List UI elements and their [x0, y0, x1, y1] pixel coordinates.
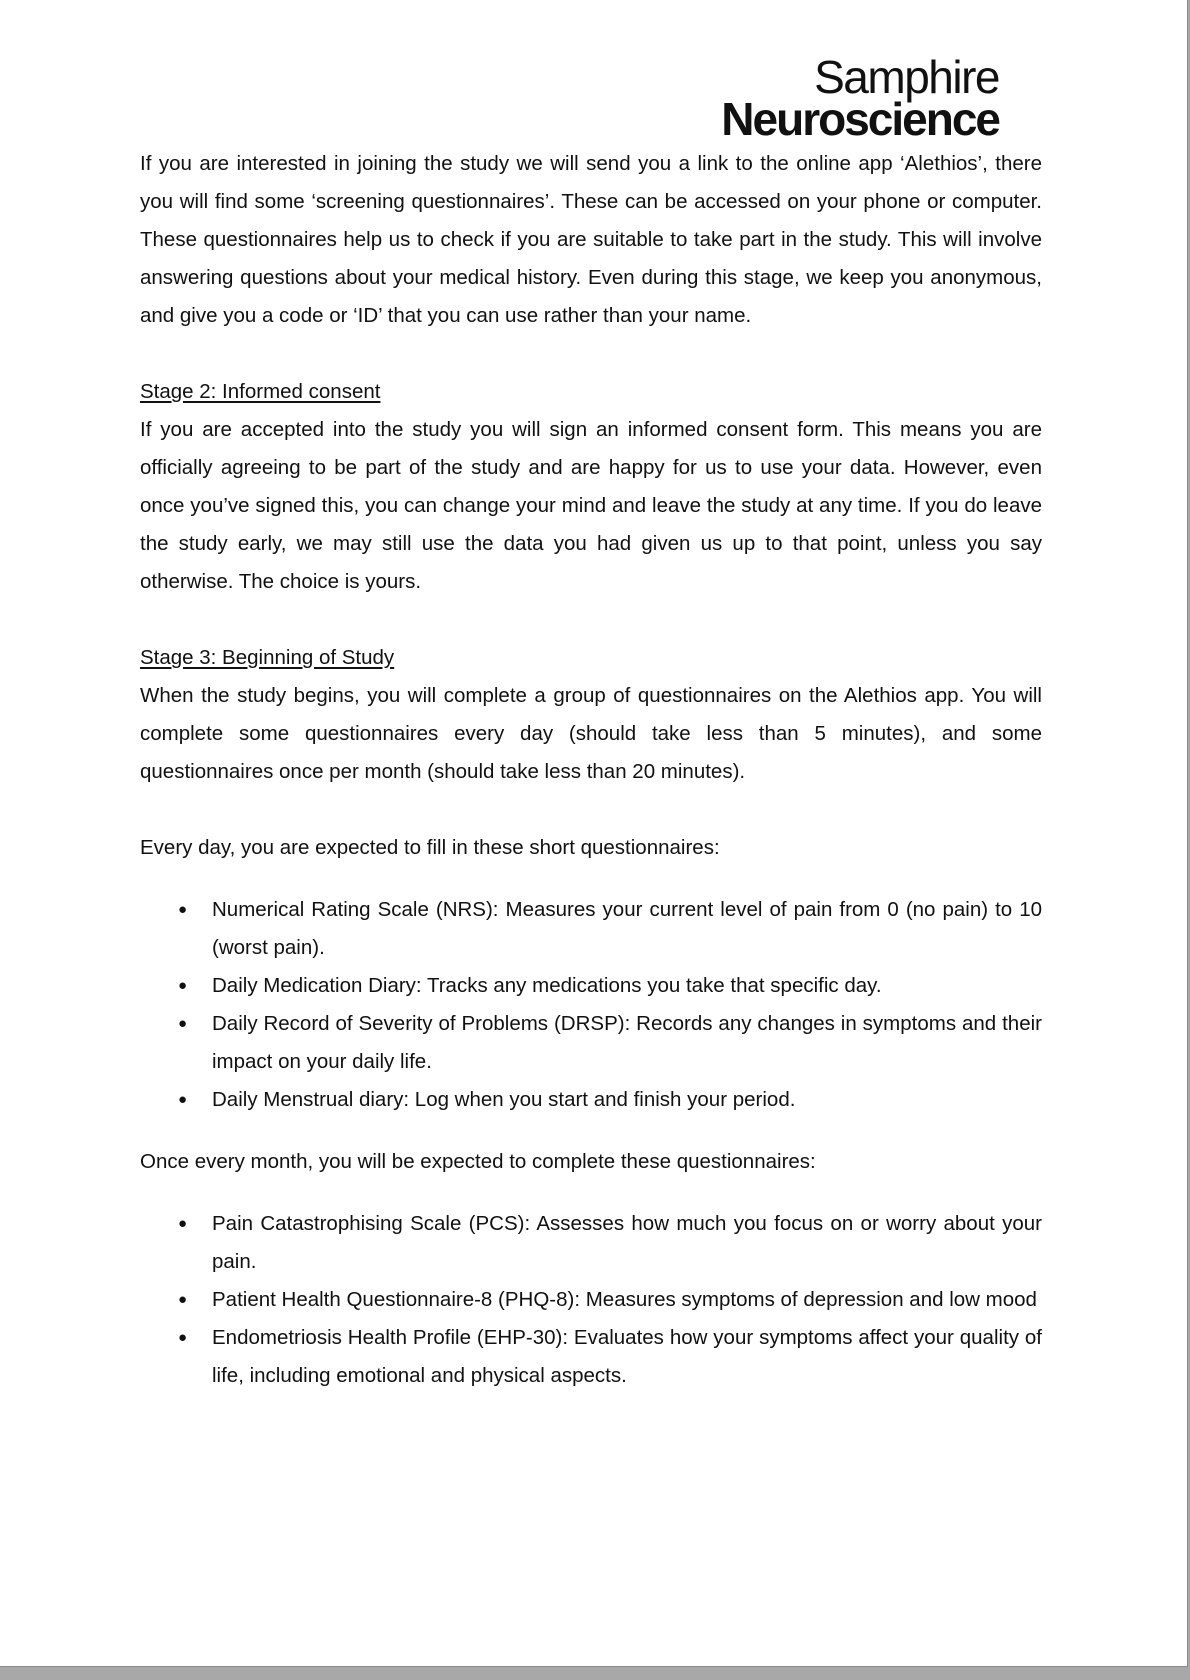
list-item — [140, 1281, 1042, 1319]
list-item — [140, 1319, 1042, 1395]
list-item-text: Numerical Rating Scale (NRS): Measures your current level of pain from 0 (no pain) to 10 (worst pain). — [212, 898, 1042, 959]
bullet-icon: ● — [178, 1329, 188, 1346]
bullet-icon: ● — [178, 1291, 188, 1308]
list-item-text: Patient Health Questionnaire-8 (PHQ-8): Measures symptoms of depression and low mood — [212, 1288, 1037, 1311]
stage-3-paragraph: When the study begins, you will complete a group of questionnaires on the Alethios app. You will complete some questionnaires every day (should take less than 5 minutes), and some questionnaires once per month (should take less than 20 minutes). — [140, 684, 1042, 783]
intro-paragraph: If you are interested in joining the study we will send you a link to the online app ‘Alethios’, there you will find some ‘screening questionnaires’. These can be accessed on your phone or computer. These questionnaires help us to check if you are suitable to take part in the study. This will involve answering questions about your medical history. Even during this stage, we keep you anonymous, and give you a code or ‘ID’ that you can use rather than your name. — [140, 152, 1042, 327]
list-item — [140, 1081, 1042, 1119]
logo-line-1: Samphire — [814, 51, 999, 103]
monthly-questionnaire-list — [140, 1205, 1042, 1395]
list-item-text: Pain Catastrophising Scale (PCS): Assesses how much you focus on or worry about your pain. — [212, 1212, 1042, 1273]
stage-2-paragraph: If you are accepted into the study you will sign an informed consent form. This means you are officially agreeing to be part of the study and are happy for us to use your data. However, even once you’ve signed this, you can change your mind and leave the study at any time. If you do leave the study early, we may still use the data you had given us up to that point, unless you say otherwise. The choice is yours. — [140, 418, 1042, 593]
bullet-icon: ● — [178, 1015, 188, 1032]
list-item-text: Endometriosis Health Profile (EHP-30): Evaluates how your symptoms affect your quality of life, including emotional and physical aspects. — [212, 1326, 1042, 1387]
bullet-icon: ● — [178, 901, 188, 918]
monthly-intro: Once every month, you will be expected to complete these questionnaires: — [140, 1150, 816, 1173]
bullet-icon: ● — [178, 1091, 188, 1108]
bullet-icon: ● — [178, 1215, 188, 1232]
document-body — [140, 145, 1042, 1419]
bullet-icon: ● — [178, 977, 188, 994]
stage-2-heading: Stage 2: Informed consent — [140, 380, 381, 403]
daily-questionnaire-list — [140, 891, 1042, 1119]
logo-line-2: Neuroscience — [721, 93, 999, 145]
samphire-neuroscience-logo — [721, 51, 999, 145]
list-item — [140, 1205, 1042, 1281]
list-item-text: Daily Menstrual diary: Log when you start and finish your period. — [212, 1088, 796, 1111]
list-item-text: Daily Record of Severity of Problems (DRSP): Records any changes in symptoms and their impact on your daily life. — [212, 1012, 1042, 1073]
list-item — [140, 967, 1042, 1005]
stage-3-heading: Stage 3: Beginning of Study — [140, 646, 395, 669]
daily-intro: Every day, you are expected to fill in these short questionnaires: — [140, 836, 720, 859]
list-item-text: Daily Medication Diary: Tracks any medications you take that specific day. — [212, 974, 882, 997]
list-item — [140, 891, 1042, 967]
list-item — [140, 1005, 1042, 1081]
